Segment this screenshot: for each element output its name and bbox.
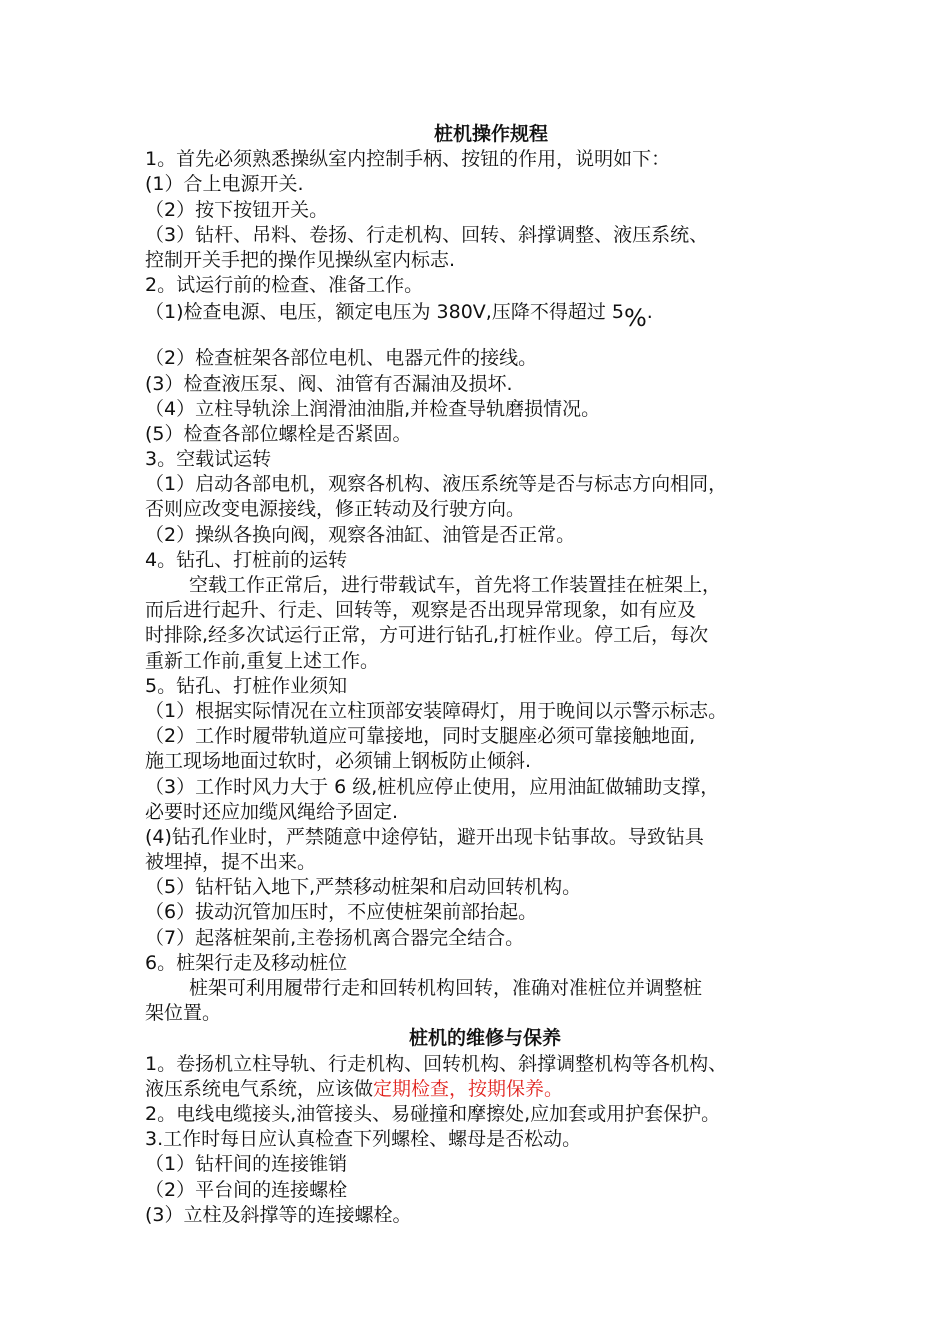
paragraph: （2）平台间的连接螺栓	[145, 1178, 348, 1201]
paragraph: 1。首先必须熟悉操纵室内控制手柄、按钮的作用，说明如下：	[145, 148, 671, 171]
plain-text: 液压系统电气系统，应该做	[145, 1077, 374, 1100]
paragraph: (1）合上电源开关.	[145, 173, 304, 196]
paragraph: 1。卷扬机立柱导轨、行走机构、回转机构、斜撑调整机构等各机构、	[145, 1052, 728, 1075]
paragraph: （6）拔动沉管加压时，不应使桩架前部抬起。	[145, 901, 538, 924]
paragraph: 3.工作时每日应认真检查下列螺栓、螺母是否松动。	[145, 1128, 582, 1151]
voltage-period: .	[646, 301, 653, 324]
paragraph: (3）立柱及斜撑等的连接螺栓。	[145, 1203, 412, 1226]
paragraph: 3。空载试运转	[145, 448, 272, 471]
paragraph: （1）根据实际情况在立柱顶部安装障碍灯，用于晚间以示警示标志。	[145, 699, 728, 722]
paragraph: （2）工作时履带轨道应可靠接地，同时支腿座必须可靠接触地面,	[145, 725, 696, 748]
paragraph: 5。钻孔、打桩作业须知	[145, 674, 348, 697]
paragraph: （2）检查桩架各部位电机、电器元件的接线。	[145, 347, 538, 370]
paragraph: 架位置。	[145, 1002, 222, 1025]
voltage-text: （1)检查电源、电压，额定电压为 380V,压降不得超过 5	[145, 301, 624, 324]
paragraph: 桩架可利用履带行走和回转机构回转，准确对准桩位并调整桩	[189, 977, 703, 999]
paragraph: （4）立柱导轨涂上润滑油油脂,并检查导轨磨损情况。	[145, 397, 601, 420]
paragraph: （2）操纵各换向阀，观察各油缸、油管是否正常。	[145, 523, 576, 546]
highlighted-text: 定期检查，按期保养。	[373, 1077, 564, 1100]
paragraph: 施工现场地面过软时，必须铺上钢板防止倾斜.	[145, 750, 532, 773]
paragraph: 空载工作正常后，进行带载试车，首先将工作装置挂在桩架上，	[189, 574, 722, 596]
paragraph: (5）检查各部位螺栓是否紧固。	[145, 422, 412, 445]
paragraph: （1）钻杆间的连接锥销	[145, 1153, 348, 1176]
paragraph: （1）启动各部电机，观察各机构、液压系统等是否与标志方向相同，	[145, 473, 728, 496]
paragraph: 重新工作前,重复上述工作。	[145, 649, 380, 672]
section-title-maintenance: 桩机的维修与保养	[408, 1027, 561, 1050]
paragraph: 必要时还应加缆风绳给予固定.	[145, 800, 399, 823]
paragraph: （5）钻杆钻入地下,严禁移动桩架和启动回转机构。	[145, 876, 582, 899]
paragraph: （7）起落桩架前,主卷扬机离合器完全结合。	[145, 926, 525, 949]
paragraph: （3）钻杆、吊料、卷扬、行走机构、回转、斜撑调整、液压系统、	[145, 223, 709, 246]
paragraph: 控制开关手把的操作见操纵室内标志.	[145, 248, 456, 271]
paragraph: 4。钻孔、打桩前的运转	[145, 548, 348, 571]
paragraph: 6。桩架行走及移动桩位	[145, 951, 348, 974]
paragraph: （2）按下按钮开关。	[145, 198, 329, 221]
paragraph: （3）工作时风力大于 6 级,桩机应停止使用，应用油缸做辅助支撑，	[145, 775, 720, 798]
paragraph: 而后进行起升、行走、回转等，观察是否出现异常现象，如有应及	[145, 599, 697, 622]
paragraph: 2。电线电缆接头,油管接头、易碰撞和摩擦处,应加套或用护套保护。	[145, 1102, 721, 1125]
paragraph: (3）检查液压泵、阀、油管有否漏油及损坏.	[145, 372, 513, 395]
section-title-operation: 桩机操作规程	[433, 123, 548, 145]
paragraph-voltage	[145, 298, 825, 346]
document-page	[145, 122, 825, 1228]
paragraph: 2。试运行前的检查、准备工作。	[145, 274, 424, 297]
paragraph: 被埋掉，提不出来。	[145, 851, 317, 874]
paragraph-highlight	[145, 1077, 825, 1102]
paragraph: (4)钻孔作业时，严禁随意中途停钻，避开出现卡钻事故。导致钻具	[145, 825, 704, 848]
paragraph: 时排除,经多次试运行正常，方可进行钻孔,打桩作业。停工后，每次	[145, 624, 709, 647]
paragraph: 否则应改变电源接线，修正转动及行驶方向。	[145, 498, 526, 521]
percent-sign: %	[623, 304, 647, 333]
